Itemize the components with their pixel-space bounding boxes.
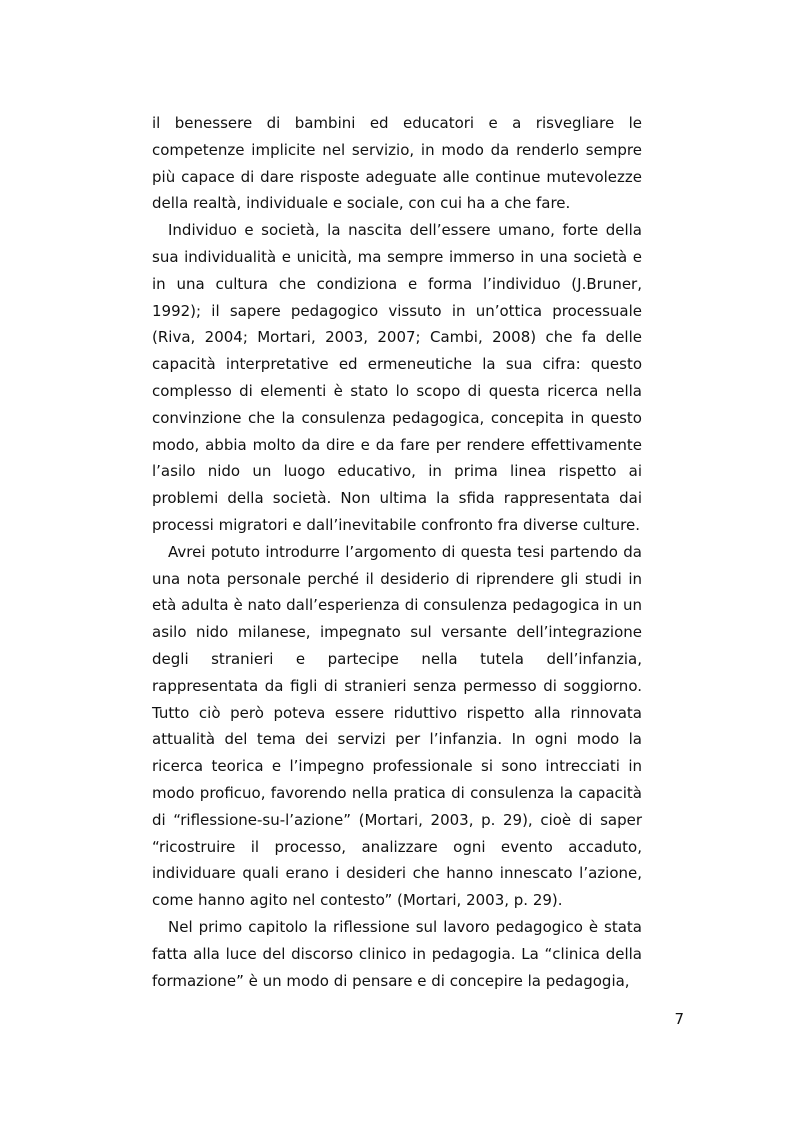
paragraph-4: Nel primo capitolo la riflessione sul lavoro pedagogico è stata fatta alla luce del discorso clinico in pedagogia. La “clinica della formazione” è un modo di pensare e di concepire la pedagogia, [152,917,642,990]
paragraph-1: il benessere di bambini ed educatori e a risvegliare le competenze implicite nel servizio, in modo da renderlo sempre più capace di dare risposte adeguate alle continue mutevolezze della realtà, individuale e sociale, con cui ha a che fare. [152,114,642,213]
page-number: 7 [674,1010,684,1028]
body-text [152,110,642,994]
paragraph-2: Individuo e società, la nascita dell’essere umano, forte della sua individualità e unicità, ma sempre immerso in una società e in una cultura che condiziona e forma l’individuo (J.Bruner, 1992); il sapere pedagogico vissuto in un’ottica processuale (Riva, 2004; Mortari, 2003, 2007; Cambi, 2008) che fa delle capacità interpretative ed ermeneutiche la sua cifra: questo complesso di elementi è stato lo scopo di questa ricerca nella convinzione che la consulenza pedagogica, concepita in questo modo, abbia molto da dire e da fare per rendere effettivamente l’asilo nido un luogo educativo, in prima linea rispetto ai problemi della società. Non ultima la sfida rappresentata dai processi migratori e dall’inevitabile confronto fra diverse culture. [152,221,642,534]
paragraph-3: Avrei potuto introdurre l’argomento di questa tesi partendo da una nota personale perché il desiderio di riprendere gli studi in età adulta è nato dall’esperienza di consulenza pedagogica in un asilo nido milanese, impegnato sul versante dell’integrazione degli stranieri e partecipe nella tutela dell’infanzia, rappresentata da figli di stranieri senza permesso di soggiorno. Tutto ciò però poteva essere riduttivo rispetto alla rinnovata attualità del tema dei servizi per l’infanzia. In ogni modo la ricerca teorica e l’impegno professionale si sono intrecciati in modo proficuo, favorendo nella pratica di consulenza la capacità di “riflessione-su-l’azione” (Mortari, 2003, p. 29), cioè di saper “ricostruire il processo, analizzare ogni evento accaduto, individuare quali erano i desideri che hanno innescato l’azione, come hanno agito nel contesto” (Mortari, 2003, p. 29). [152,542,642,910]
